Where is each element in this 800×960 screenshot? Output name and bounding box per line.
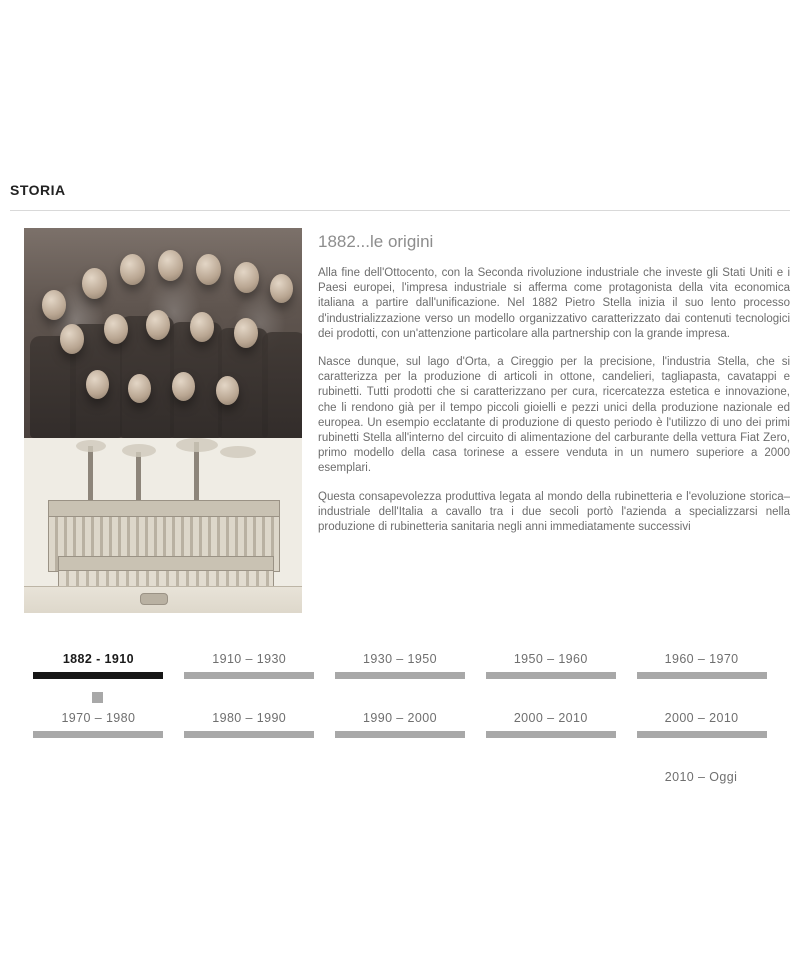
timeline-item-1930-1950[interactable] (326, 648, 475, 693)
timeline-item-1950-1960[interactable] (476, 648, 625, 693)
timeline-item-2000-2010-a[interactable] (476, 707, 625, 752)
timeline-bar (486, 672, 616, 679)
timeline-item-1882-1910[interactable] (24, 648, 173, 693)
timeline-item-1910-1930[interactable] (175, 648, 324, 693)
timeline-label: 1930 – 1950 (363, 652, 437, 666)
article-paragraph-1: Alla fine dell'Ottocento, con la Seconda rivoluzione industriale che investe gli Stati Uniti e i Paesi europei, l'impresa industriale si afferma come protagonista della vita economica italiana a partire dall'unificazione. Nel 1882 Pietro Stella inizia il suo lento processo d'industrializzazione verso un modello organizzativo caratterizzato dai contenuti tecnologici dei prodotti, con un'attenzione particolare alla partnership con la grande impresa. (318, 267, 790, 340)
timeline-row-3 (24, 766, 776, 811)
timeline-bar (33, 672, 163, 679)
timeline-bar (33, 731, 163, 738)
timeline-row-2 (24, 707, 776, 752)
timeline-label: 1960 – 1970 (664, 652, 739, 666)
timeline-label: 1990 – 2000 (363, 711, 437, 725)
title-divider (10, 210, 790, 211)
timeline-label: 1882 - 1910 (62, 652, 134, 666)
historic-factory-illustration (24, 438, 302, 613)
timeline-row-1 (24, 648, 776, 693)
timeline-item-1980-1990[interactable] (175, 707, 324, 752)
timeline-bar (636, 790, 766, 797)
timeline-bar (335, 731, 465, 738)
article-paragraph-3: Questa consapevolezza produttiva legata al mondo della rubinetteria e l'evoluzione storica–industriale dell'Italia a cavallo tra i due secoli portò l'azienda a specializzarsi nella produzione di rubinetteria sanitaria negli anni immediatamente successivi (318, 490, 790, 534)
timeline-active-marker (92, 692, 103, 703)
article-paragraph-2: Nasce dunque, sul lago d'Orta, a Cireggio per la precisione, l'industria Stella, che si caratterizza per la produzione di articoli in ottone, candelieri, tagliapasta, cavatappi e rubinetti. Tutti prodotti che si caratterizzano per cura, ricercatezza estetica e innovazione, che li rendono già per il tempo piccoli gioielli e pezzi unici della produzione nazionale ed europea. Un esempio ecclatante di produzione di questo periodo è l'utilizzo di uno dei primi rubinetti Stella all'interno del circuito di alimentazione del carburante della vettura Fiat Zero, primo modello della casa torinese a essere venduta in un numero superiore a 2000 esemplari. (318, 356, 790, 475)
timeline-item-2010-oggi[interactable] (626, 766, 776, 811)
timeline-label: 2010 – Oggi (664, 770, 738, 784)
timeline-item-1960-1970[interactable] (627, 648, 776, 693)
timeline-bar (486, 731, 616, 738)
timeline-label: 1950 – 1960 (513, 652, 588, 666)
timeline-label: 2000 – 2010 (513, 711, 588, 725)
timeline-item-1990-2000[interactable] (326, 707, 475, 752)
timeline-bar (637, 672, 767, 679)
timeline (24, 648, 776, 811)
article-title: 1882...le origini (318, 232, 434, 251)
media-column (24, 228, 302, 613)
timeline-item-1970-1980[interactable] (24, 707, 173, 752)
timeline-bar (184, 731, 314, 738)
timeline-item-2000-2010-b[interactable] (627, 707, 776, 752)
timeline-bar (184, 672, 314, 679)
timeline-bar (637, 731, 767, 738)
timeline-label: 1970 – 1980 (61, 711, 136, 725)
timeline-bar (335, 672, 465, 679)
timeline-label: 2000 – 2010 (664, 711, 739, 725)
article-column (318, 232, 790, 535)
page-title: STORIA (10, 182, 66, 198)
timeline-label: 1910 – 1930 (212, 652, 287, 666)
historic-group-photo (24, 228, 302, 438)
timeline-label: 1980 – 1990 (212, 711, 287, 725)
